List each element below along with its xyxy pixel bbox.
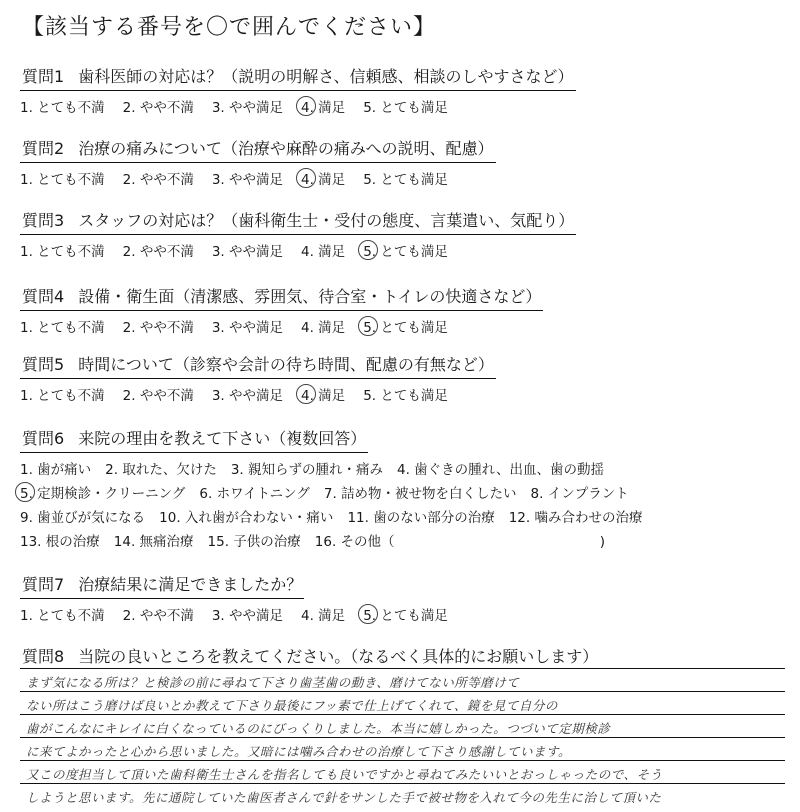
reason-1[interactable]: 1. 歯が痛い xyxy=(20,462,92,478)
answer-line xyxy=(20,668,785,669)
option-5[interactable] xyxy=(363,604,448,624)
other-close-paren: ) xyxy=(599,534,606,550)
question-header xyxy=(20,352,496,379)
answer-options xyxy=(20,316,790,336)
question-header xyxy=(20,64,576,91)
question-number: 質問3 xyxy=(22,211,65,230)
option-2[interactable]: 2. やや不満 xyxy=(122,388,194,404)
free-answer-area[interactable] xyxy=(20,668,790,808)
question-7 xyxy=(20,572,790,624)
question-text: 治療の痛みについて（治療や麻酔の痛みへの説明、配慮） xyxy=(78,139,494,158)
option-3[interactable]: 3. やや満足 xyxy=(211,320,284,336)
reason-12[interactable]: 12. 噛み合わせの治療 xyxy=(508,510,643,526)
question-header xyxy=(20,572,304,599)
reason-10[interactable]: 10. 入れ歯が合わない・痛い xyxy=(159,510,334,526)
answer-line xyxy=(20,714,785,715)
question-6 xyxy=(20,426,790,554)
reason-16[interactable] xyxy=(315,530,605,554)
handwritten-line: 又この度担当して頂いた歯科衛生士さんを指名しても良いですかと尋ねてみたいいとおっしゃったので、そう xyxy=(26,767,663,782)
reason-4[interactable]: 4. 歯ぐきの腫れ、出血、歯の動揺 xyxy=(397,462,604,478)
question-number: 質問6 xyxy=(22,429,65,448)
selected-circle: 4. 満足 xyxy=(301,100,346,116)
answer-line xyxy=(20,737,785,738)
question-header xyxy=(20,426,368,453)
answer-options xyxy=(20,168,790,188)
option-1[interactable]: 1. とても不満 xyxy=(20,608,105,624)
question-3 xyxy=(20,208,790,260)
option-1[interactable]: 1. とても不満 xyxy=(20,172,105,188)
answer-options xyxy=(20,96,790,116)
option-4[interactable] xyxy=(301,384,345,404)
question-number: 質問5 xyxy=(22,355,65,374)
option-4[interactable] xyxy=(301,168,345,188)
question-2 xyxy=(20,136,790,188)
answer-options xyxy=(20,240,790,260)
option-3[interactable]: 3. やや満足 xyxy=(211,244,284,260)
question-5 xyxy=(20,352,790,404)
option-5[interactable]: 5. とても満足 xyxy=(363,388,448,404)
question-text: 当院の良いところを教えてください。（なるべく具体的にお願いします） xyxy=(78,647,599,666)
selected-circle: 5. 定期検診・クリーニング xyxy=(20,486,186,502)
question-4 xyxy=(20,284,790,336)
option-5[interactable] xyxy=(363,240,448,260)
option-3[interactable]: 3. やや満足 xyxy=(211,608,284,624)
selected-circle: 4. 満足 xyxy=(301,172,346,188)
option-4[interactable]: 4. 満足 xyxy=(301,608,346,624)
question-header xyxy=(20,284,543,311)
option-3[interactable]: 3. やや満足 xyxy=(211,100,284,116)
reason-7[interactable]: 7. 詰め物・被せ物を白くしたい xyxy=(323,486,517,502)
question-header xyxy=(20,136,496,163)
reason-5[interactable] xyxy=(20,482,185,506)
option-row xyxy=(20,458,790,482)
option-3[interactable]: 3. やや満足 xyxy=(211,388,284,404)
handwritten-line: しようと思います。先に通院していた歯医者さんで針をサンした手で被せ物を入れて今の先生に治して頂いた xyxy=(26,790,662,805)
option-1[interactable]: 1. とても不満 xyxy=(20,244,105,260)
question-text: 来院の理由を教えて下さい（複数回答） xyxy=(78,429,367,448)
question-text: 歯科医師の対応は？（説明の明解さ、信頼感、相談のしやすさなど） xyxy=(78,67,574,86)
reason-2[interactable]: 2. 取れた、欠けた xyxy=(105,462,217,478)
question-1 xyxy=(20,64,790,116)
option-2[interactable]: 2. やや不満 xyxy=(122,608,194,624)
other-open-paren: 16. その他（ xyxy=(314,534,395,550)
question-number: 質問7 xyxy=(22,575,65,594)
reason-options xyxy=(20,458,790,554)
option-1[interactable]: 1. とても不満 xyxy=(20,320,105,336)
answer-line xyxy=(20,783,785,784)
answer-options xyxy=(20,604,790,624)
question-number: 質問8 xyxy=(22,647,65,666)
page-title: 【該当する番号を〇で囲んでください】 xyxy=(22,15,437,40)
handwritten-line: 歯がこんなにキレイに白くなっているのにびっくりしました。本当に嬉しかった。つづいて定期検診 xyxy=(26,721,611,736)
question-number: 質問4 xyxy=(22,287,65,306)
answer-options xyxy=(20,384,790,404)
reason-6[interactable]: 6. ホワイトニング xyxy=(199,486,310,502)
option-1[interactable]: 1. とても不満 xyxy=(20,100,105,116)
answer-line xyxy=(20,691,785,692)
selected-circle: 5. とても満足 xyxy=(363,608,448,624)
reason-15[interactable]: 15. 子供の治療 xyxy=(207,534,301,550)
option-row xyxy=(20,530,790,554)
question-number: 質問2 xyxy=(22,139,65,158)
option-2[interactable]: 2. やや不満 xyxy=(122,100,194,116)
reason-9[interactable]: 9. 歯並びが気になる xyxy=(20,510,146,526)
option-1[interactable]: 1. とても不満 xyxy=(20,388,105,404)
question-text: 設備・衛生面（清潔感、雰囲気、待合室・トイレの快適さなど） xyxy=(78,287,542,306)
reason-3[interactable]: 3. 親知らずの腫れ・痛み xyxy=(230,462,384,478)
handwritten-line: に来てよかったと心から思いました。又暗には噛み合わせの治療して下さり感謝しています。 xyxy=(26,744,572,759)
option-row xyxy=(20,506,790,530)
option-row xyxy=(20,482,790,506)
question-number: 質問1 xyxy=(22,67,65,86)
option-5[interactable]: 5. とても満足 xyxy=(363,172,448,188)
option-4[interactable]: 4. 満足 xyxy=(301,244,346,260)
question-header xyxy=(20,208,576,235)
option-2[interactable]: 2. やや不満 xyxy=(122,320,194,336)
option-4[interactable]: 4. 満足 xyxy=(301,320,346,336)
reason-8[interactable]: 8. インプラント xyxy=(530,486,629,502)
reason-11[interactable]: 11. 歯のない部分の治療 xyxy=(347,510,495,526)
answer-line xyxy=(20,760,785,761)
handwritten-line: ない所はこう磨けば良いとか教えて下さり最後にフッ素で仕上げてくれて、鏡を見て自分の xyxy=(26,698,558,713)
question-text: スタッフの対応は？（歯科衛生士・受付の態度、言葉遣い、気配り） xyxy=(78,211,575,230)
option-5[interactable]: 5. とても満足 xyxy=(363,100,448,116)
option-4[interactable] xyxy=(301,96,345,116)
handwritten-line: まず気になる所は？と検診の前に尋ねて下さり歯茎歯の動き、磨けてない所等磨けて xyxy=(26,675,520,690)
selected-circle: 4. 満足 xyxy=(301,388,346,404)
selected-circle: 5. とても満足 xyxy=(363,320,448,336)
option-2[interactable]: 2. やや不満 xyxy=(122,172,194,188)
question-header xyxy=(20,644,600,670)
question-text: 治療結果に満足できましたか？ xyxy=(78,575,303,594)
reason-14[interactable]: 14. 無痛治療 xyxy=(113,534,194,550)
reason-13[interactable]: 13. 根の治療 xyxy=(20,534,100,550)
selected-circle: 5. とても満足 xyxy=(363,244,448,260)
option-2[interactable]: 2. やや不満 xyxy=(122,244,194,260)
option-5[interactable] xyxy=(363,316,448,336)
question-8 xyxy=(20,644,790,670)
question-text: 時間について（診察や会計の待ち時間、配慮の有無など） xyxy=(78,355,494,374)
option-3[interactable]: 3. やや満足 xyxy=(211,172,284,188)
